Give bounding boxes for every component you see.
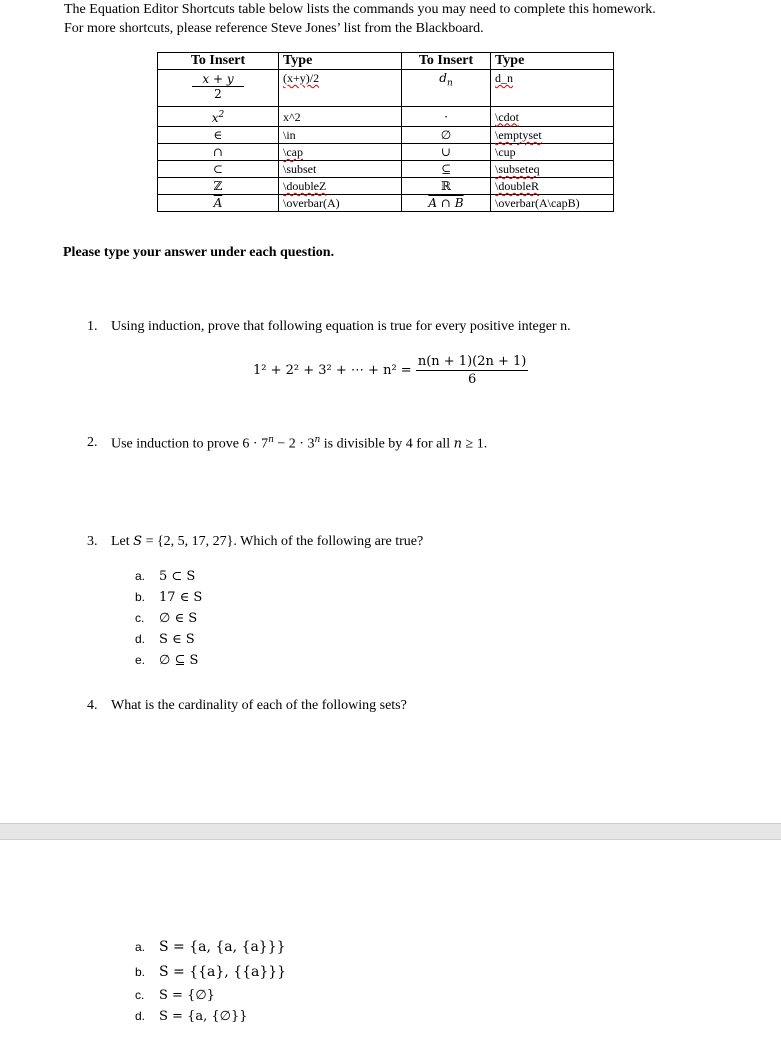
command-cup: \cup [491, 144, 614, 161]
symbol-superscript: $x^2$ [158, 107, 279, 127]
question-1-text: Using induction, prove that following equation is true for every positive integer n. [111, 319, 571, 334]
intro-line-2: For more shortcuts, please reference Steve Jones’ list from the Blackboard. [64, 21, 484, 36]
command-subset: \subset [279, 161, 402, 178]
header-to-insert-1: To Insert [158, 53, 279, 70]
equation-lhs: 1² + 2² + 3² + ⋯ + n² = [253, 363, 412, 378]
question-3-options [135, 566, 202, 671]
command-emptyset: \emptyset [491, 127, 614, 144]
symbol-subscript: $d_n$ [402, 70, 491, 107]
question-4-options [135, 935, 286, 1027]
symbol-cdot: · [402, 107, 491, 127]
list-item: b. 17 ∈ S [135, 590, 203, 605]
list-item: a. 5 ⊂ S [135, 569, 196, 584]
shortcuts-table [157, 52, 614, 212]
question-4-text: What is the cardinality of each of the following sets? [111, 698, 407, 713]
question-2-text: Use induction to prove $6 \cdot 7^n - 2 \cdot 3^n$ is divisible by 4 for all n ≥ 1. [111, 435, 488, 452]
question-3-number: 3. [87, 534, 98, 549]
table-row [158, 107, 614, 127]
list-item: d. S ∈ S [135, 632, 195, 647]
symbol-cup: ∪ [402, 144, 491, 161]
command-overbar-cap: \overbar(A\capB) [491, 195, 614, 212]
equation-numerator: n(n + 1)(2n + 1) [417, 354, 527, 369]
command-subseteq: \subseteq [491, 161, 614, 178]
header-type-1: Type [279, 53, 402, 70]
symbol-overbar-cap: A ∩ B [402, 195, 491, 212]
equation-denominator: 6 [467, 372, 477, 387]
symbol-double-z: ℤ [158, 178, 279, 195]
symbol-subset: ⊂ [158, 161, 279, 178]
question-4-number: 4. [87, 698, 98, 713]
intro-line-1: The Equation Editor Shortcuts table below lists the commands you may need to complete this homework. [64, 2, 656, 17]
command-fraction: (x+y)/2 [279, 70, 402, 107]
symbol-overbar: $\overline{A}$ [158, 195, 279, 212]
command-in: \in [279, 127, 402, 144]
command-subscript: d_n [491, 70, 614, 107]
list-item: b. S = {{a}, {{a}}} [135, 964, 287, 980]
command-cdot: \cdot [491, 107, 614, 127]
answer-instruction: Please type your answer under each question. [63, 245, 335, 260]
table-row [158, 144, 614, 161]
question-1-equation [253, 351, 528, 391]
header-type-2: Type [491, 53, 614, 70]
symbol-double-r: ℝ [402, 178, 491, 195]
list-item: e. ∅ ⊆ S [135, 653, 199, 668]
symbol-cap: ∩ [158, 144, 279, 161]
question-3-text: Let S = {2, 5, 17, 27}. Which of the following are true? [111, 534, 424, 549]
list-item: c. S = {∅} [135, 988, 215, 1003]
equation-fraction [416, 353, 529, 388]
command-double-z: \doubleZ [279, 178, 402, 195]
table-row [158, 161, 614, 178]
command-cap: \cap [279, 144, 402, 161]
symbol-emptyset: ∅ [402, 127, 491, 144]
table-row [158, 178, 614, 195]
list-item: d. S = {a, {∅}} [135, 1009, 248, 1024]
symbol-in: ∈ [158, 127, 279, 144]
symbol-fraction: x + y 2 [158, 70, 279, 107]
command-overbar: \overbar(A) [279, 195, 402, 212]
command-double-r: \doubleR [491, 178, 614, 195]
header-to-insert-2: To Insert [402, 53, 491, 70]
page-separator [0, 823, 781, 840]
intro-text [64, 0, 656, 38]
table-row [158, 127, 614, 144]
symbol-subseteq: ⊆ [402, 161, 491, 178]
list-item: a. S = {a, {a, {a}}} [135, 939, 286, 955]
list-item: c. ∅ ∈ S [135, 611, 198, 626]
command-superscript: x^2 [279, 107, 402, 127]
question-2-number: 2. [87, 435, 98, 450]
question-1-number: 1. [87, 319, 98, 334]
table-row [158, 195, 614, 212]
table-header-row [158, 53, 614, 70]
table-row [158, 70, 614, 107]
